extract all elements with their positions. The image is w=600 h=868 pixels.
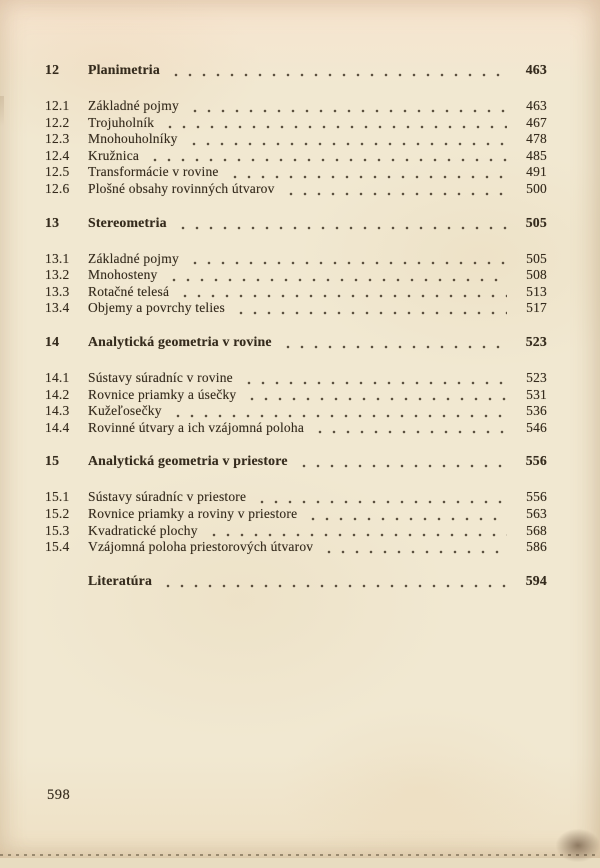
scan-edge-smudge: [0, 96, 4, 126]
entry-number: 13.4: [45, 300, 70, 316]
dot-leader: [188, 260, 507, 265]
entry-title: Základné pojmy: [88, 250, 179, 266]
corner-shadow: [548, 823, 600, 868]
entry-page-number: 586: [526, 539, 547, 555]
toc-chapter-row: [45, 573, 547, 590]
entry-page-number: 505: [526, 250, 547, 266]
toc-entry-row: [45, 251, 547, 268]
entry-page-number: 491: [526, 164, 547, 180]
entry-number: 13.1: [45, 250, 70, 266]
chapter-page-number: 505: [525, 214, 547, 230]
entry-number: 12.5: [45, 164, 70, 180]
chapter-page-number: 463: [525, 62, 547, 77]
chapter-title: Analytická geometria v rovine: [88, 333, 272, 349]
toc-section: [45, 573, 547, 590]
dot-leader: [188, 108, 507, 113]
dot-leader: [148, 157, 507, 162]
toc-entry-row: [45, 181, 547, 198]
chapter-page-number: 556: [525, 453, 547, 469]
dot-leader: [242, 380, 507, 385]
entry-page-number: 467: [526, 114, 547, 130]
chapter-number: 13: [45, 214, 60, 230]
chapter-title: Literatúra: [88, 572, 153, 588]
chapter-page-number: 523: [525, 333, 547, 349]
page-number: 598: [47, 787, 71, 803]
entry-title: Rotačné telesá: [88, 283, 170, 299]
entry-number: 15.3: [45, 522, 70, 538]
entry-number: 12.1: [45, 98, 70, 113]
entry-title: Základné pojmy: [88, 98, 179, 113]
chapter-title: Stereometria: [88, 214, 167, 230]
entry-number: 12.6: [45, 180, 70, 196]
entry-page-number: 536: [526, 403, 547, 419]
toc-section: [45, 215, 547, 317]
toc-section: [45, 453, 547, 555]
entry-page-number: 500: [526, 180, 547, 196]
dot-leader: [161, 583, 507, 588]
toc-entry-row: [45, 539, 547, 556]
entry-title: Rovnice priamky a roviny v priestore: [88, 505, 298, 521]
entry-page-number: 508: [526, 267, 547, 283]
entry-number: 12.2: [45, 114, 70, 130]
toc-entry-row: [45, 523, 547, 540]
entry-title: Kužeľosečky: [88, 403, 162, 419]
entry-page-number: 513: [526, 283, 547, 299]
entry-number: 14.4: [45, 419, 70, 435]
chapter-number: 12: [45, 62, 60, 77]
toc-entry-row: [45, 284, 547, 301]
toc-entry-row: [45, 115, 547, 132]
dot-leader: [176, 225, 507, 230]
entry-page-number: 563: [526, 505, 547, 521]
entry-page-number: 478: [526, 131, 547, 147]
dot-leader: [171, 413, 507, 418]
dot-leader: [322, 549, 507, 554]
entry-page-number: 556: [526, 489, 547, 505]
toc: [45, 62, 547, 609]
entry-page-number: 546: [526, 419, 547, 435]
dot-leader: [255, 499, 507, 504]
entry-title: Plošné obsahy rovinných útvarov: [88, 180, 275, 196]
dot-leader: [306, 516, 507, 521]
dot-leader: [228, 174, 507, 179]
dot-leader: [313, 429, 507, 434]
entry-title: Mnohouholníky: [88, 131, 178, 147]
toc-entry-row: [45, 420, 547, 437]
entry-number: 14.3: [45, 403, 70, 419]
entry-title: Kvadratické plochy: [88, 522, 198, 538]
toc-entry-row: [45, 98, 547, 115]
toc-section: [45, 334, 547, 436]
toc-entry-row: [45, 387, 547, 404]
chapter-page-number: 594: [525, 572, 547, 588]
toc-entry-row: [45, 489, 547, 506]
toc-entry-row: [45, 506, 547, 523]
toc-chapter-row: [45, 215, 547, 232]
toc-entry-row: [45, 148, 547, 165]
entry-number: 13.3: [45, 283, 70, 299]
entry-title: Objemy a povrchy telies: [88, 300, 225, 316]
entry-title: Trojuholník: [88, 114, 155, 130]
entry-number: 15.1: [45, 489, 70, 505]
entry-number: 15.4: [45, 539, 70, 555]
dot-leader: [167, 277, 508, 282]
toc-entry-row: [45, 131, 547, 148]
toc-chapter-row: [45, 453, 547, 470]
dot-leader: [169, 72, 507, 77]
dot-leader: [207, 532, 507, 537]
entry-title: Rovnice priamky a úsečky: [88, 386, 237, 402]
toc-entry-row: [45, 403, 547, 420]
toc-entry-row: [45, 267, 547, 284]
dot-leader: [178, 293, 507, 298]
toc-entry-row: [45, 370, 547, 387]
entry-number: 15.2: [45, 505, 70, 521]
dot-leader: [245, 396, 507, 401]
toc-chapter-row: [45, 62, 547, 79]
entry-title: Kružnica: [88, 147, 140, 163]
toc-entry-row: [45, 164, 547, 181]
chapter-title: Planimetria: [88, 62, 160, 77]
entry-number: 13.2: [45, 267, 70, 283]
entry-page-number: 517: [526, 300, 547, 316]
dot-leader: [297, 463, 507, 468]
entry-page-number: 531: [526, 386, 547, 402]
toc-section: [45, 62, 547, 198]
toc-chapter-row: [45, 334, 547, 351]
dot-leader: [284, 191, 507, 196]
chapter-title: Analytická geometria v priestore: [88, 453, 288, 469]
entry-page-number: 523: [526, 369, 547, 385]
toc-entry-row: [45, 300, 547, 317]
dot-leader: [187, 141, 507, 146]
entry-page-number: 485: [526, 147, 547, 163]
entry-title: Sústavy súradníc v priestore: [88, 489, 247, 505]
dot-leader: [281, 344, 507, 349]
entry-page-number: 463: [526, 98, 547, 113]
entry-title: Mnohosteny: [88, 267, 158, 283]
perforation-dotted-line: [0, 854, 600, 856]
entry-title: Sústavy súradníc v rovine: [88, 369, 233, 385]
entry-title: Transformácie v rovine: [88, 164, 219, 180]
entry-number: 12.3: [45, 131, 70, 147]
dot-leader: [234, 310, 507, 315]
dot-leader: [163, 124, 507, 129]
chapter-number: 14: [45, 333, 60, 349]
entry-number: 12.4: [45, 147, 70, 163]
entry-title: Vzájomná poloha priestorových útvarov: [88, 539, 314, 555]
entry-title: Rovinné útvary a ich vzájomná poloha: [88, 419, 305, 435]
entry-page-number: 568: [526, 522, 547, 538]
chapter-number: 15: [45, 453, 60, 469]
entry-number: 14.2: [45, 386, 70, 402]
entry-number: 14.1: [45, 369, 70, 385]
